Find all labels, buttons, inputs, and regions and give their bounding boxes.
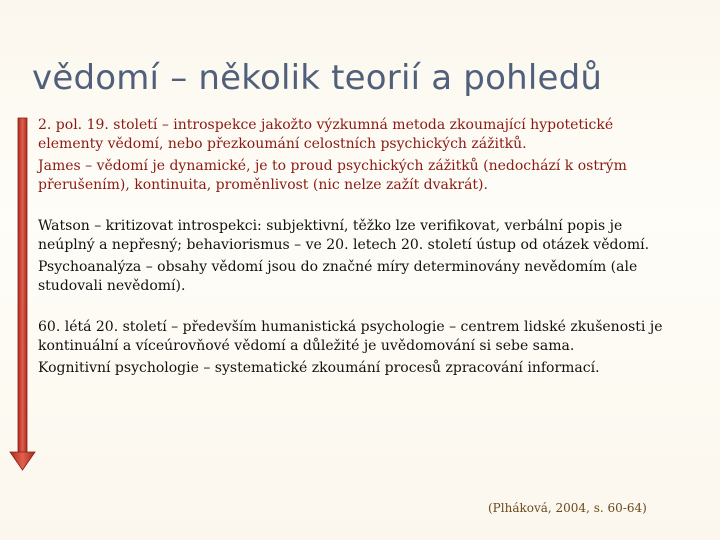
paragraph-cognitive: Kognitivní psychologie – systematické zkoumání procesů zpracování informací. [38, 360, 600, 376]
paragraph-introspection: 2. pol. 19. století – introspekce jakožto výzkumná metoda zkoumající hypotetické elementy vědomí, nebo přezkoumání celostních psychických zážitků. [38, 117, 614, 152]
paragraph-watson: Watson – kritizovat introspekci: subjektivní, těžko lze verifikovat, verbální popis je neúplný a nepřesný; behaviorismus – ve 20. letech 20. století ústup od otázek vědomí. [38, 218, 650, 253]
paragraph-james: James – vědomí je dynamické, je to proud psychických zážitků (nedochází k ostrým přerušením), kontinuita, proměnlivost (nic nelze zažít dvakrát). [38, 158, 627, 193]
paragraph-humanistic: 60. létá 20. století – především humanistická psychologie – centrem lidské zkušenosti je kontinuální a víceúrovňové vědomí a důležité je uvědomování si sebe sama. [38, 319, 663, 354]
content-body [38, 116, 678, 378]
slide-title: vědomí – několik teorií a pohledů [32, 58, 603, 98]
citation: (Plháková, 2004, s. 60-64) [488, 501, 647, 515]
paragraph-psychoanalysis: Psychoanalýza – obsahy vědomí jsou do značné míry determinovány nevědomím (ale studovali nevědomí). [38, 259, 638, 294]
